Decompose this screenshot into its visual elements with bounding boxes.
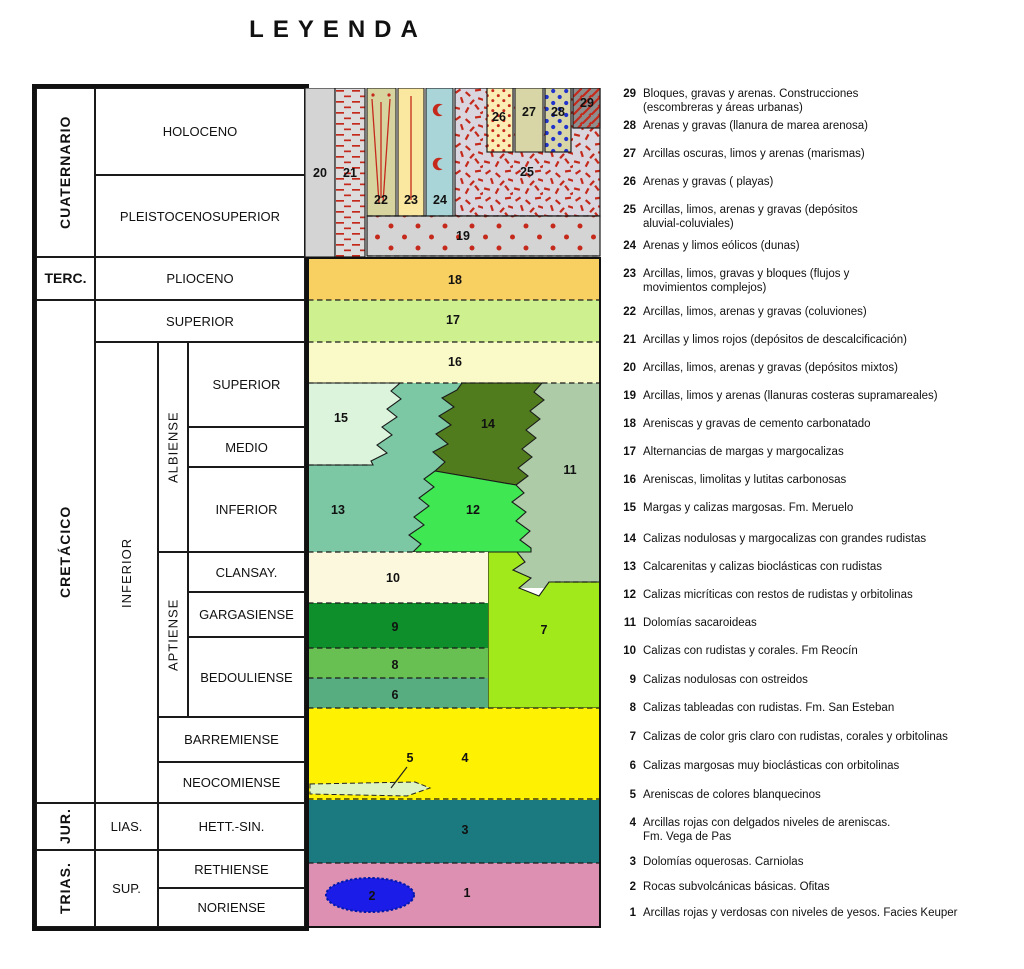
unit-6-label: 6 [391,688,399,702]
legend-item-6 [616,760,899,774]
legend-item-16 [616,474,846,488]
legend-item-number: 29 [623,88,636,100]
legend-item-21 [616,334,907,348]
legend-item-15 [616,502,853,516]
unit-22-label: 22 [374,193,388,207]
legend-item-text: Calizas micríticas con restos de rudistas y orbitolinas [643,589,913,601]
unit-29-label: 29 [580,96,594,110]
legend-item-24 [616,240,800,254]
legend-item-number: 9 [629,674,636,686]
legend-item-text: Arcillas y limos rojos (depósitos de descalcificación) [643,334,907,346]
table-cell-noriense: NORIENSE [158,888,305,927]
legend-item-13 [616,561,882,575]
table-cell-rethiense: RETHIENSE [158,850,305,888]
legend-item-5 [616,789,821,803]
legend-item-number: 1 [629,907,636,919]
unit-5-label: 5 [406,751,414,765]
legend-item-text: Arcillas, limos, arenas y gravas (depósitos mixtos) [643,362,898,374]
table-cell-pleistoceno: PLEISTOCENO SUPERIOR [95,175,305,257]
legend-item-number: 26 [623,176,636,188]
legend-item-number: 25 [623,204,636,216]
legend-item-number: 21 [623,334,636,346]
table-cell-lias: LIAS. [95,803,158,850]
table-cell-plioceno: PLIOCENO [95,257,305,300]
unit-27-label: 27 [522,105,536,119]
unit-27-swatch [515,88,543,152]
table-cell-trias: TRIAS. [36,850,95,927]
table-cell-clansay: CLANSAY. [188,552,305,592]
legend-item-text: Areniscas y gravas de cemento carbonatado [643,418,871,430]
legend-item-number: 17 [623,446,636,458]
unit-28-swatch [545,88,571,152]
table-cell-barremiense: BARREMIENSE [158,717,305,762]
legend-item-text: Calizas tableadas con rudistas. Fm. San Esteban [643,702,895,714]
legend-item-number: 12 [623,589,636,601]
legend-item-number: 10 [623,645,636,657]
legend-item-number: 23 [623,268,636,280]
legend-item-text: Areniscas, limolitas y lutitas carbonosas [643,474,847,486]
legend-item-text: Arcillas rojas con delgados niveles de areniscas. Fm. Vega de Pas [643,817,891,843]
legend-item-11 [616,617,757,631]
legend-item-20 [616,362,898,376]
unit-25-label: 25 [520,165,534,179]
strat-table [36,88,305,927]
legend-item-text: Arcillas, limos, arenas y gravas (depósitos aluvial-coluviales) [643,204,858,230]
unit-8-label: 8 [391,658,399,672]
table-cell-alb-superior: SUPERIOR [188,342,305,427]
table-cell-jur: JUR. [36,803,95,850]
legend-item-10 [616,645,858,659]
legend-item-22 [616,306,867,320]
legend-list [616,88,1020,948]
legend-item-number: 15 [623,502,636,514]
table-cell-cret-superior: SUPERIOR [95,300,305,342]
unit-21-label: 21 [343,166,357,180]
unit-13-label: 13 [331,503,345,517]
unit-15-label: 15 [334,411,348,425]
legend-item-number: 22 [623,306,636,318]
legend-item-text: Dolomías oquerosas. Carniolas [643,856,804,868]
legend-item-text: Arcillas, limos y arenas (llanuras costeras supramareales) [643,390,938,402]
legend-item-number: 2 [629,881,636,893]
legend-item-text: Calizas nodulosas y margocalizas con grandes rudistas [643,533,927,545]
legend-item-25 [616,204,858,231]
table-cell-alb-inferior: INFERIOR [188,467,305,552]
legend-item-text: Bloques, gravas y arenas. Construcciones (escombreras y áreas urbanas) [643,88,859,114]
unit-12-label: 12 [466,503,480,517]
unit-3-swatch [308,800,600,863]
legend-item-number: 19 [623,390,636,402]
table-cell-holoceno: HOLOCENO [95,88,305,175]
legend-item-26 [616,176,773,190]
legend-item-number: 11 [623,617,636,629]
unit-3-label: 3 [461,823,469,837]
pattern-dot [371,93,374,96]
legend-item-number: 5 [629,789,636,801]
legend-item-number: 28 [623,120,636,132]
legend-item-text: Arenas y gravas ( playas) [643,176,774,188]
legend-item-1 [616,907,957,921]
unit-5-swatch [310,782,430,796]
legend-item-23 [616,268,849,295]
legend-item-text: Arenas y limos eólicos (dunas) [643,240,800,252]
unit-18-label: 18 [448,273,462,287]
legend-item-2 [616,881,830,895]
legend-item-text: Calizas con rudistas y corales. Fm Reocín [643,645,858,657]
legend-item-text: Calizas de color gris claro con rudistas, corales y orbitolinas [643,731,948,743]
legend-item-text: Arcillas, limos, gravas y bloques (flujos y movimientos complejos) [643,268,850,294]
legend-item-number: 3 [629,856,636,868]
legend-item-4 [616,817,890,844]
legend-item-number: 14 [623,533,636,545]
unit-23-label: 23 [404,193,418,207]
table-cell-hett-sin: HETT.-SIN. [158,803,305,850]
legend-item-text: Areniscas de colores blanquecinos [643,789,821,801]
legend-item-number: 6 [629,760,636,772]
table-cell-albiense: ALBIENSE [158,342,188,552]
legend-item-number: 4 [629,817,636,829]
legend-item-29 [616,88,858,115]
unit-15-swatch [308,383,401,465]
crescent-mask [437,159,447,169]
table-cell-terc: TERC. [36,257,95,300]
legend-item-3 [616,856,803,870]
unit-4-label: 4 [461,751,469,765]
legend-item-number: 20 [623,362,636,374]
legend-item-8 [616,702,894,716]
legend-item-18 [616,418,871,432]
unit-14-label: 14 [481,417,495,431]
unit-19-label: 19 [456,229,470,243]
unit-1-label: 1 [463,886,471,900]
table-cell-gargasiense: GARGASIENSE [188,592,305,637]
table-cell-alb-medio: MEDIO [188,427,305,467]
crescent-mask [437,105,447,115]
legend-item-text: Calizas nodulosas con ostreidos [643,674,808,686]
unit-2-label: 2 [368,889,376,903]
legend-item-text: Arenas y gravas (llanura de marea arenosa) [643,120,869,132]
legend-item-number: 18 [623,418,636,430]
table-cell-bedouliense: BEDOULIENSE [188,637,305,717]
legend-item-14 [616,533,926,547]
strat-column [303,88,605,930]
unit-16-label: 16 [448,355,462,369]
legend-item-number: 16 [623,474,636,486]
legend-item-number: 7 [629,731,636,743]
legend-item-28 [616,120,868,134]
legend-item-9 [616,674,808,688]
page-title: LEYENDA [249,16,427,43]
pattern-dot [387,93,390,96]
unit-24-label: 24 [433,193,447,207]
table-cell-cuaternario: CUATERNARIO [36,88,95,257]
legend-item-text: Arcillas, limos, arenas y gravas (coluviones) [643,306,867,318]
legend-item-text: Arcillas oscuras, limos y arenas (marismas) [643,148,865,160]
table-cell-inferior: INFERIOR [95,342,158,803]
legend-item-19 [616,390,938,404]
legend-item-text: Calizas margosas muy bioclásticas con orbitolinas [643,760,900,772]
legend-item-27 [616,148,865,162]
unit-19-swatch [367,216,600,256]
unit-20-label: 20 [313,166,327,180]
unit-10-label: 10 [386,571,400,585]
unit-7-label: 7 [540,623,548,637]
legend-item-text: Arcillas rojas y verdosas con niveles de yesos. Facies Keuper [643,907,958,919]
table-cell-aptiense: APTIENSE [158,552,188,717]
legend-item-text: Margas y calizas margosas. Fm. Meruelo [643,502,854,514]
legend-item-text: Dolomías sacaroideas [643,617,757,629]
legend-item-number: 27 [623,148,636,160]
legend-item-text: Rocas subvolcánicas básicas. Ofitas [643,881,830,893]
table-cell-neocomiense: NEOCOMIENSE [158,762,305,803]
legend-item-number: 13 [623,561,636,573]
table-cell-sup: SUP. [95,850,158,927]
legend-item-12 [616,589,913,603]
unit-26-label: 26 [492,110,506,124]
legend-item-number: 24 [623,240,636,252]
unit-28-label: 28 [551,105,565,119]
table-cell-cretacico: CRETÁCICO [36,300,95,803]
unit-17-label: 17 [446,313,460,327]
legend-item-text: Calcarenitas y calizas bioclásticas con rudistas [643,561,883,573]
unit-9-label: 9 [391,620,399,634]
legend-item-7 [616,731,948,745]
legend-item-17 [616,446,844,460]
legend-item-text: Alternancias de margas y margocalizas [643,446,844,458]
unit-11-label: 11 [563,463,577,477]
legend-item-number: 8 [629,702,636,714]
